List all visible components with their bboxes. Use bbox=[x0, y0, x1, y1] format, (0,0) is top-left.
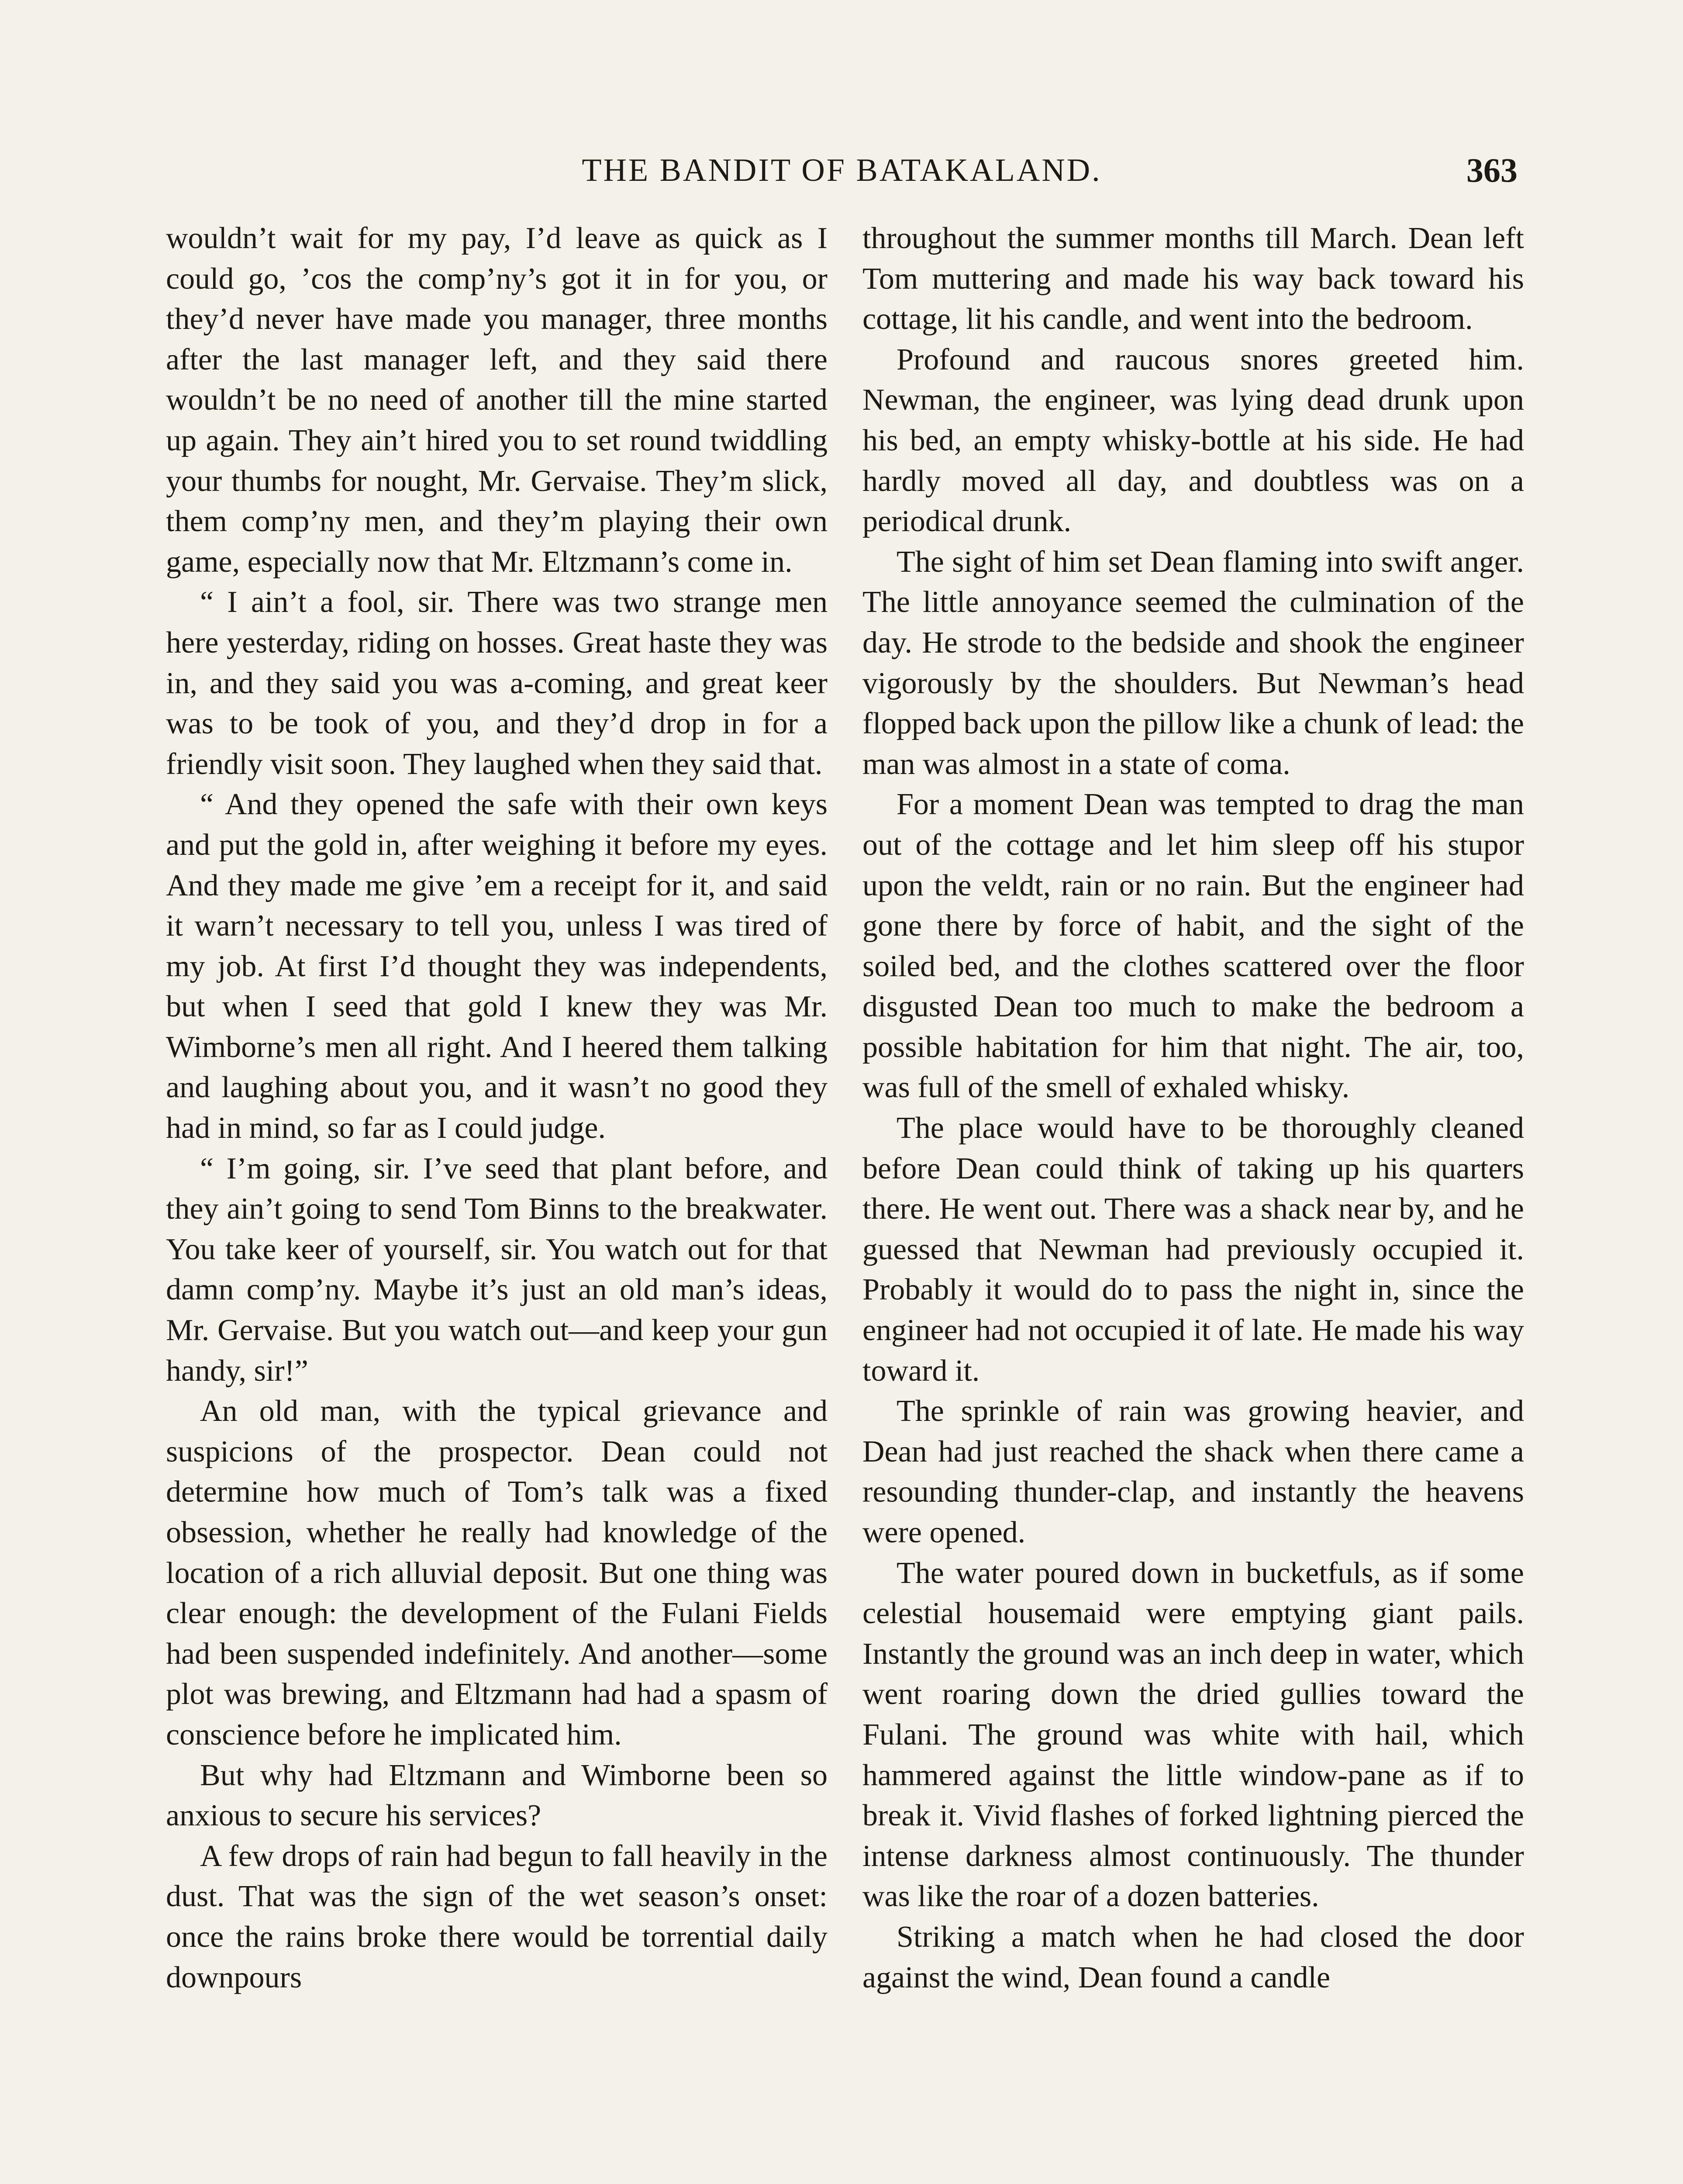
paragraph: “ I ain’t a fool, sir. There was two strange men here yesterday, riding on hosses. Great haste they was in, and they said you was a-coming, and great keer was to be took of you, and they’d drop in for a friendly visit soon. They laughed when they said that. bbox=[166, 585, 828, 781]
left-column bbox=[166, 218, 828, 1998]
paragraph: The sprinkle of rain was growing heavier, and Dean had just reached the shack when there came a resounding thunder-clap, and instantly the heavens were opened. bbox=[862, 1394, 1524, 1549]
paragraph: throughout the summer months till March. Dean left Tom muttering and made his way back toward his cottage, lit his candle, and went into the bedroom. bbox=[862, 221, 1524, 336]
paragraph: “ I’m going, sir. I’ve seed that plant before, and they ain’t going to send Tom Binns to the breakwater. You take keer of yourself, sir. You watch out for that damn comp’ny. Maybe it’s just an old man’s ideas, Mr. Gervaise. But you watch out—and keep your gun handy, sir!” bbox=[166, 1151, 828, 1388]
page-header bbox=[166, 146, 1517, 194]
page-number: 363 bbox=[1466, 151, 1517, 189]
paragraph: Striking a match when he had closed the door against the wind, Dean found a candle bbox=[862, 1920, 1524, 1994]
paragraph: Profound and raucous snores greeted him. Newman, the engineer, was lying dead drunk upon his bed, an empty whisky-bottle at his side. He had hardly moved all day, and doubtless was on a periodical drunk. bbox=[862, 342, 1524, 539]
paragraph: The water poured down in bucketfuls, as if some celestial housemaid were emptying giant pails. Instantly the ground was an inch deep in water, which went roaring down the dried gullies toward the Fulani. The ground was white with hail, which hammered against the little window-pane as if to break it. Vivid flashes of forked lightning pierced the intense darkness almost continuously. The thunder was like the roar of a dozen batteries. bbox=[862, 1556, 1524, 1914]
paragraph: An old man, with the typical grievance and suspicions of the prospector. Dean could not determine how much of Tom’s talk was a fixed obsession, whether he really had knowledge of the location of a rich alluvial deposit. But one thing was clear enough: the development of the Fulani Fields had been suspended indefinitely. And another—some plot was brewing, and Eltzmann had had a spasm of conscience before he implicated him. bbox=[166, 1394, 828, 1752]
paragraph: A few drops of rain had begun to fall heavily in the dust. That was the sign of the wet season’s onset: once the rains broke there would be torrential daily downpours bbox=[166, 1839, 828, 1994]
paragraph: The sight of him set Dean flaming into swift anger. The little annoyance seemed the culmination of the day. He strode to the bedside and shook the engineer vigorously by the shoulders. But Newman’s head flopped back upon the pillow like a chunk of lead: the man was almost in a state of coma. bbox=[862, 545, 1524, 781]
paragraph: wouldn’t wait for my pay, I’d leave as quick as I could go, ’cos the comp’ny’s got it in for you, or they’d never have made you manager, three months after the last manager left, and they said there wouldn’t be no need of another till the mine started up again. They ain’t hired you to set round twiddling your thumbs for nought, Mr. Gervaise. They’m slick, them comp’ny men, and they’m playing their own game, especially now that Mr. Eltzmann’s come in. bbox=[166, 221, 828, 579]
paragraph: The place would have to be thoroughly cleaned before Dean could think of taking up his quarters there. He went out. There was a shack near by, and he guessed that Newman had previously occupied it. Probably it would do to pass the night in, since the engineer had not occupied it of late. He made his way toward it. bbox=[862, 1111, 1524, 1388]
right-column bbox=[862, 218, 1524, 1998]
paragraph: For a moment Dean was tempted to drag the man out of the cottage and let him sleep off his stupor upon the veldt, rain or no rain. But the engineer had gone there by force of habit, and the sight of the soiled bed, and the clothes scattered over the floor disgusted Dean too much to make the bedroom a possible habitation for him that night. The air, too, was full of the smell of exhaled whisky. bbox=[862, 788, 1524, 1105]
paragraph: “ And they opened the safe with their own keys and put the gold in, after weighing it before my eyes. And they made me give ’em a receipt for it, and said it warn’t necessary to tell you, unless I was tired of my job. At first I’d thought they was independents, but when I seed that gold I knew they was Mr. Wimborne’s men all right. And I heered them talking and laughing about you, and it wasn’t no good they had in mind, so far as I could judge. bbox=[166, 788, 828, 1145]
running-title: THE BANDIT OF BATAKALAND. bbox=[582, 152, 1102, 188]
paragraph: But why had Eltzmann and Wimborne been so anxious to secure his services? bbox=[166, 1758, 828, 1833]
